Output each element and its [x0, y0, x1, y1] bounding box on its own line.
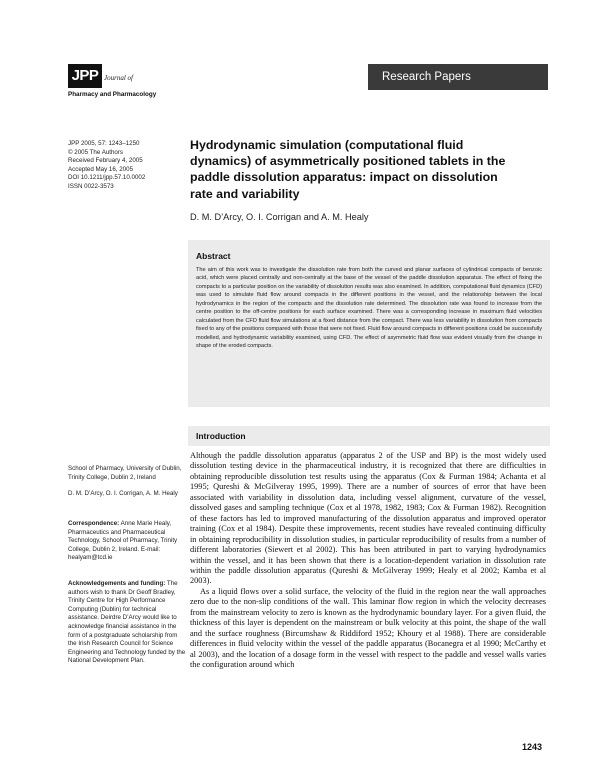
acknowledgements-text: The authors wish to thank Dr Geoff Bradley, Trinity Centre for High Performance Computing (Dublin) for technical assistance. Deirdre D’Arcy would like to acknowledge financial assistance in the form of a postgraduate scholarship from the Irish Research Council for Science Engineering and Technology funded by the National Development Plan.: [68, 580, 186, 665]
logo-abbr: JPP: [68, 64, 102, 88]
accepted-date: Accepted May 16, 2005: [68, 165, 134, 173]
introduction-paragraph: As a liquid flows over a solid surface, the velocity of the fluid in the region near the wall approaches zero due to the non-slip conditions of the wall. This laminar flow region in which the velocity decreases from the mainstream velocity to zero is known as the hydrodynamic boundary layer. For a given fluid, the thickness of this layer is dependent on the mainstream or bulk velocity at this point, the shape of the wall and the surface roughness (Bircumshaw & Riddiford 1952; Khoury et al 1988). There are considerable differences in fluid velocity within the vessel of the paddle apparatus (Bocanegra et al 1990; McCarthy et al 2003), and the location of a dosage form in the vessel with respect to the paddle and vessel walls varies the configuration around which: [190, 586, 546, 670]
affiliation: School of Pharmacy, University of Dublin, Trinity College, Dublin 2, Ireland: [68, 465, 182, 481]
introduction-heading: Introduction: [196, 431, 246, 441]
page-number: 1243: [521, 742, 542, 752]
introduction-paragraph: Although the paddle dissolution apparatus (apparatus 2 of the USP and BP) is the most widely used dissolution testing device in the pharmaceutical industry, it is recognized that there are difficulties in obtaining reproducible dissolution test results using the apparatus (Cox & Furman 1984; Achanta et al 1995; Qureshi & McGilveray 1995, 1999). There are a number of sources of error that have been associated with variability in dissolution data, including vessel alignment, curvature of the vessel, dissolved gases and sampling technique (Cox et al 1978, 1982, 1983; Cox & Furman 1982). Recognition of these factors has led to improved manufacturing of the dissolution apparatus and improved operator training (Cox et al 1984). Despite these improvements, recent studies have revealed continuing difficulty in obtaining reproducibility in dissolution studies, in particular reproducibility of results from a number of different laboratories (Siewert et al 2002). This has been attributed in part to varying hydrodynamics within the vessel, and it has been shown that there is a location-dependent variation in dissolution rate within the paddle dissolution apparatus (Qureshi & McGilveray 1999; Healy et al 2002; Kamba et al 2003).: [190, 451, 546, 586]
correspondence: [68, 520, 183, 563]
correspondence-label: Correspondence:: [68, 520, 120, 527]
introduction-body: [190, 451, 546, 671]
affiliation-authors: D. M. D’Arcy, O. I. Corrigan, A. M. Healy: [68, 490, 178, 497]
acknowledgements: [68, 580, 186, 666]
issn: ISSN 0022-3573: [68, 182, 114, 190]
correspondence-text: Anne Marie Healy, Pharmaceutics and Pharmaceutical Technology, School of Pharmacy, Trinity College, Dublin 2, Ireland. E-mail: healyam@tcd.ie: [68, 520, 178, 562]
journal-logo: [68, 64, 208, 108]
article-meta: [68, 140, 178, 192]
logo-journal-of: Journal of: [104, 74, 133, 82]
section-banner: Research Papers: [368, 64, 548, 90]
doi: DOI 10.1211/jpp.57.10.0002: [68, 174, 146, 182]
logo-journal-name: Pharmacy and Pharmacology: [68, 91, 157, 98]
abstract-heading: Abstract: [196, 251, 231, 261]
received-date: Received February 4, 2005: [68, 157, 143, 165]
copyright: © 2005 The Authors: [68, 148, 124, 156]
abstract-text: The aim of this work was to investigate the dissolution rate from both the curved and planar surfaces of cylindrical compacts of benzoic acid, which were placed centrally and non-centrally at the base of the vessel of the paddle dissolution apparatus. The effect of fixing the compacts to a particular position on the variability of dissolution results was also examined. In addition, computational fluid dynamics (CFD) was used to simulate fluid flow around compacts in the different positions in the vessel, and the relationship between the local hydrodynamics in the region of the compacts and the dissolution rate determined. The dissolution rate was found to increase from the centre position to the off-centre positions for each surface examined. There was a corresponding increase in maximum fluid velocities calculated from the CFD fluid flow simulations at a fixed distance from the compact. There was less variability in dissolution from compacts fixed to any of the positions compared with those that were not fixed. Fluid flow around compacts in different positions could be successfully modelled, and hydrodynamic variability examined, using CFD. The effect of asymmetric fluid flow was evident visually from the change in shape of the eroded compacts.: [196, 267, 542, 350]
article-authors: D. M. D’Arcy, O. I. Corrigan and A. M. Healy: [190, 212, 369, 222]
acknowledgements-label: Acknowledgements and funding:: [68, 580, 166, 587]
citation: JPP 2005, 57: 1243–1250: [68, 140, 140, 147]
article-title: Hydrodynamic simulation (computational fluid dynamics) of asymmetrically positioned tablets in the paddle dissolution apparatus: impact on dissolution rate and variability: [190, 138, 506, 201]
